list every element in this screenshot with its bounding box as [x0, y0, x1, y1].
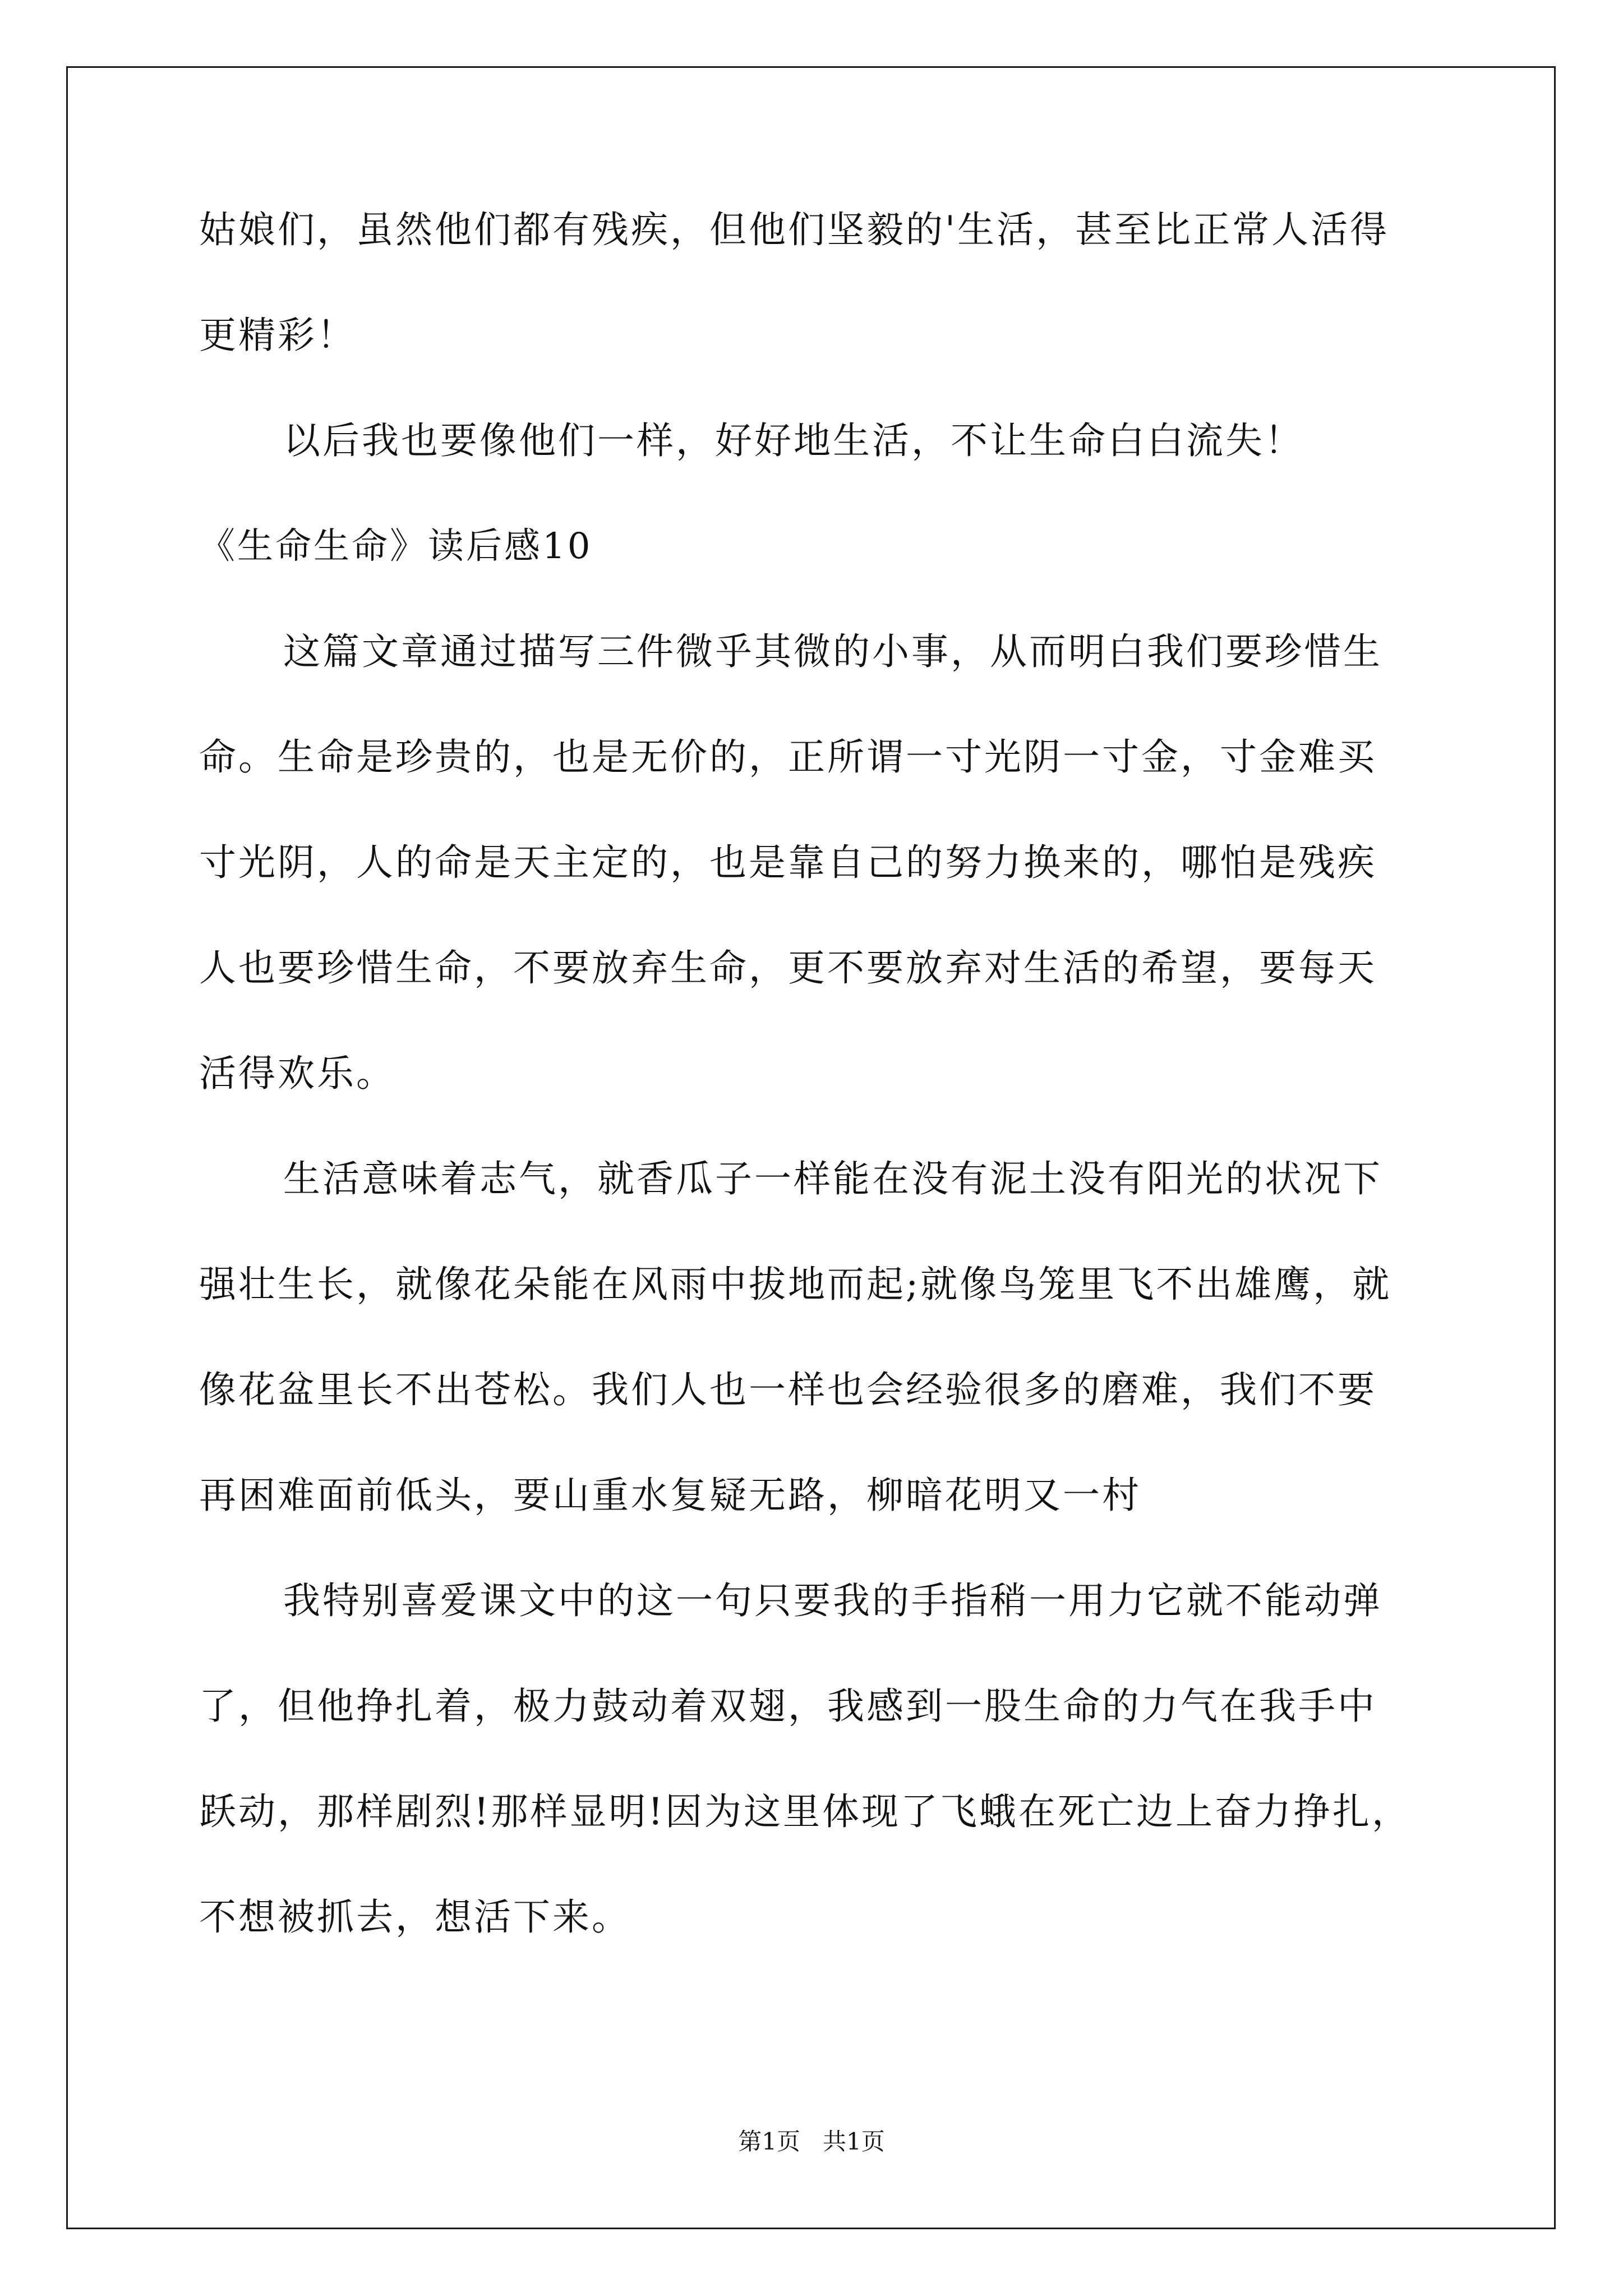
- text-line: 人也要珍惜生命，不要放弃生命，更不要放弃对生活的希望，要每天: [199, 946, 1377, 990]
- text-line: 姑娘们，虽然他们都有残疾，但他们坚毅的'生活，甚至比正常人活得: [199, 208, 1390, 251]
- text-line: 以后我也要像他们一样，好好地生活，不让生命白白流失！: [283, 419, 1304, 462]
- paragraph: [199, 629, 1427, 1096]
- paragraph: [199, 1579, 1427, 1940]
- text-line: 跃动，那样剧烈!那样显明!因为这里体现了飞蛾在死亡边上奋力挣扎，: [199, 1790, 1412, 1833]
- text-line: 不想被抓去，想活下来。: [199, 1895, 631, 1939]
- text-line: 强壮生长，就像花朵能在风雨中拔地而起;就像鸟笼里飞不出雄鹰，就: [199, 1263, 1392, 1306]
- text-line: 这篇文章通过描写三件微乎其微的小事，从而明白我们要珍惜生: [283, 630, 1382, 673]
- section-heading: 《生命生命》读后感10: [199, 526, 593, 567]
- text-line: 我特别喜爱课文中的这一句只要我的手指稍一用力它就不能动弹: [283, 1579, 1382, 1622]
- text-line: 了，但他挣扎着，极力鼓动着双翅，我感到一股生命的力气在我手中: [199, 1685, 1377, 1728]
- page-footer: 第1页 共1页: [738, 2128, 885, 2155]
- text-line: 更精彩！: [199, 314, 356, 357]
- text-line: 寸光阴，人的命是天主定的，也是靠自己的努力换来的，哪怕是残疾: [199, 841, 1377, 884]
- paragraph: [199, 418, 1427, 463]
- text-line: 生活意味着志气，就香瓜子一样能在没有泥土没有阳光的状况下: [283, 1157, 1382, 1200]
- document-body: [199, 208, 1427, 1940]
- text-line: 命。生命是珍贵的，也是无价的，正所谓一寸光阴一寸金，寸金难买: [199, 735, 1377, 779]
- text-line: 活得欢乐。: [199, 1052, 395, 1095]
- text-line: 像花盆里长不出苍松。我们人也一样也会经验很多的磨难，我们不要: [199, 1368, 1377, 1411]
- text-line: 再困难面前低头，要山重水复疑无路，柳暗花明又一村: [199, 1474, 1141, 1517]
- paragraph: [199, 208, 1427, 358]
- paragraph: [199, 1157, 1427, 1518]
